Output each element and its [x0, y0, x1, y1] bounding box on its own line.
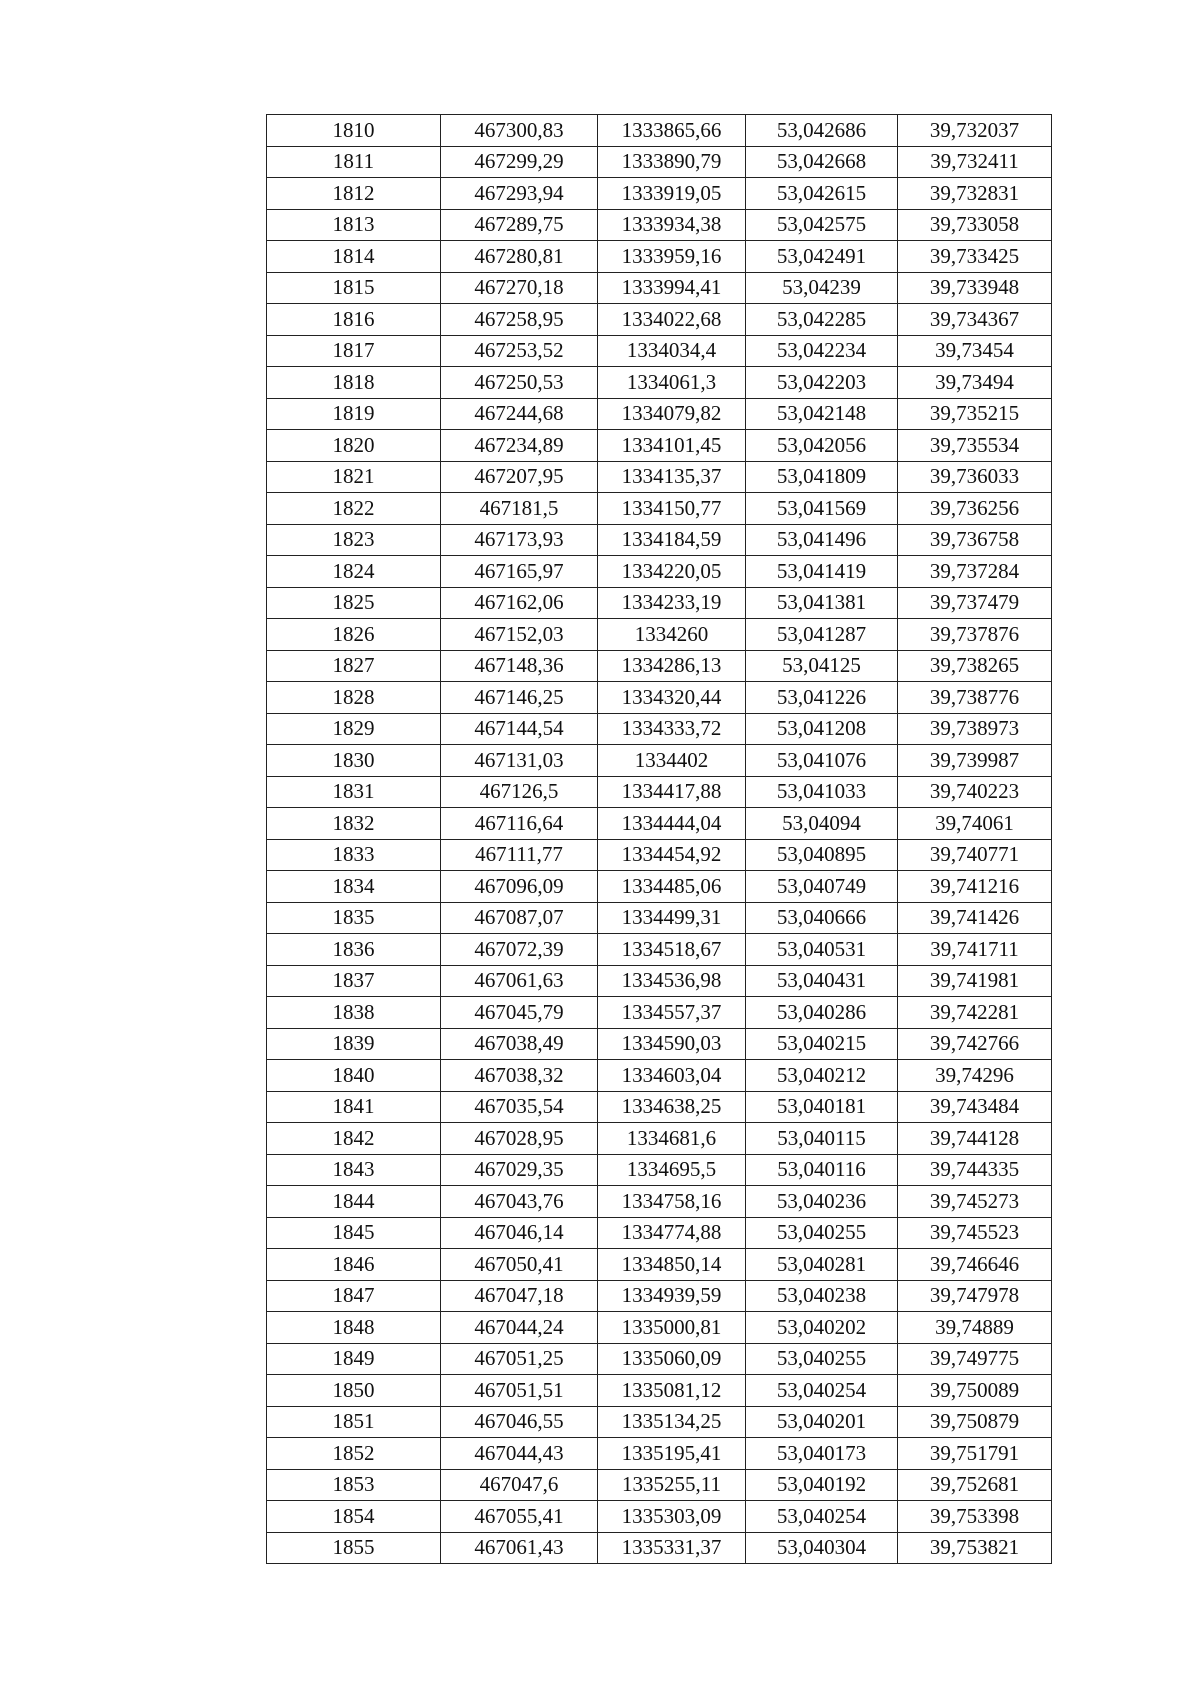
table-row	[267, 1217, 1052, 1249]
longitude-cell: 39,741981	[898, 965, 1052, 997]
latitude-cell: 53,042148	[746, 398, 898, 430]
table-row	[267, 934, 1052, 966]
longitude-cell: 39,737876	[898, 619, 1052, 651]
table-row	[267, 776, 1052, 808]
y-coordinate-cell: 1335000,81	[598, 1312, 746, 1344]
table-row	[267, 398, 1052, 430]
latitude-cell: 53,041076	[746, 745, 898, 777]
x-coordinate-cell: 467047,18	[441, 1280, 598, 1312]
point-number-cell: 1823	[267, 524, 441, 556]
table-row	[267, 1123, 1052, 1155]
point-number-cell: 1852	[267, 1438, 441, 1470]
y-coordinate-cell: 1334939,59	[598, 1280, 746, 1312]
latitude-cell: 53,042668	[746, 146, 898, 178]
table-row	[267, 1028, 1052, 1060]
y-coordinate-cell: 1334320,44	[598, 682, 746, 714]
point-number-cell: 1837	[267, 965, 441, 997]
x-coordinate-cell: 467289,75	[441, 209, 598, 241]
table-row	[267, 965, 1052, 997]
latitude-cell: 53,042575	[746, 209, 898, 241]
latitude-cell: 53,040181	[746, 1091, 898, 1123]
y-coordinate-cell: 1333994,41	[598, 272, 746, 304]
y-coordinate-cell: 1334034,4	[598, 335, 746, 367]
y-coordinate-cell: 1334536,98	[598, 965, 746, 997]
longitude-cell: 39,745523	[898, 1217, 1052, 1249]
latitude-cell: 53,042203	[746, 367, 898, 399]
latitude-cell: 53,040286	[746, 997, 898, 1029]
y-coordinate-cell: 1334518,67	[598, 934, 746, 966]
table-row	[267, 587, 1052, 619]
point-number-cell: 1839	[267, 1028, 441, 1060]
x-coordinate-cell: 467096,09	[441, 871, 598, 903]
y-coordinate-cell: 1334850,14	[598, 1249, 746, 1281]
latitude-cell: 53,041287	[746, 619, 898, 651]
table-row	[267, 1154, 1052, 1186]
x-coordinate-cell: 467250,53	[441, 367, 598, 399]
longitude-cell: 39,745273	[898, 1186, 1052, 1218]
longitude-cell: 39,738776	[898, 682, 1052, 714]
y-coordinate-cell: 1334101,45	[598, 430, 746, 462]
point-number-cell: 1825	[267, 587, 441, 619]
longitude-cell: 39,74889	[898, 1312, 1052, 1344]
y-coordinate-cell: 1334590,03	[598, 1028, 746, 1060]
table-row	[267, 1343, 1052, 1375]
x-coordinate-cell: 467116,64	[441, 808, 598, 840]
latitude-cell: 53,040749	[746, 871, 898, 903]
x-coordinate-cell: 467047,6	[441, 1469, 598, 1501]
y-coordinate-cell: 1334022,68	[598, 304, 746, 336]
point-number-cell: 1810	[267, 115, 441, 147]
longitude-cell: 39,736758	[898, 524, 1052, 556]
x-coordinate-cell: 467258,95	[441, 304, 598, 336]
x-coordinate-cell: 467061,43	[441, 1532, 598, 1564]
x-coordinate-cell: 467299,29	[441, 146, 598, 178]
y-coordinate-cell: 1334681,6	[598, 1123, 746, 1155]
y-coordinate-cell: 1334233,19	[598, 587, 746, 619]
point-number-cell: 1815	[267, 272, 441, 304]
table-row	[267, 1469, 1052, 1501]
x-coordinate-cell: 467044,43	[441, 1438, 598, 1470]
x-coordinate-cell: 467087,07	[441, 902, 598, 934]
latitude-cell: 53,040304	[746, 1532, 898, 1564]
point-number-cell: 1830	[267, 745, 441, 777]
y-coordinate-cell: 1333865,66	[598, 115, 746, 147]
x-coordinate-cell: 467051,51	[441, 1375, 598, 1407]
table-row	[267, 115, 1052, 147]
y-coordinate-cell: 1334695,5	[598, 1154, 746, 1186]
longitude-cell: 39,733058	[898, 209, 1052, 241]
longitude-cell: 39,732411	[898, 146, 1052, 178]
x-coordinate-cell: 467046,14	[441, 1217, 598, 1249]
latitude-cell: 53,040212	[746, 1060, 898, 1092]
table-row	[267, 241, 1052, 273]
longitude-cell: 39,750089	[898, 1375, 1052, 1407]
y-coordinate-cell: 1333934,38	[598, 209, 746, 241]
x-coordinate-cell: 467029,35	[441, 1154, 598, 1186]
longitude-cell: 39,73494	[898, 367, 1052, 399]
longitude-cell: 39,741216	[898, 871, 1052, 903]
longitude-cell: 39,73454	[898, 335, 1052, 367]
table-row	[267, 556, 1052, 588]
longitude-cell: 39,746646	[898, 1249, 1052, 1281]
latitude-cell: 53,04125	[746, 650, 898, 682]
point-number-cell: 1817	[267, 335, 441, 367]
y-coordinate-cell: 1333890,79	[598, 146, 746, 178]
point-number-cell: 1819	[267, 398, 441, 430]
table-row	[267, 745, 1052, 777]
table-row	[267, 178, 1052, 210]
point-number-cell: 1812	[267, 178, 441, 210]
table-row	[267, 146, 1052, 178]
y-coordinate-cell: 1334485,06	[598, 871, 746, 903]
point-number-cell: 1834	[267, 871, 441, 903]
latitude-cell: 53,041419	[746, 556, 898, 588]
x-coordinate-cell: 467270,18	[441, 272, 598, 304]
table-row	[267, 682, 1052, 714]
y-coordinate-cell: 1334557,37	[598, 997, 746, 1029]
coordinates-table-body	[267, 115, 1052, 1564]
x-coordinate-cell: 467144,54	[441, 713, 598, 745]
latitude-cell: 53,040192	[746, 1469, 898, 1501]
table-row	[267, 1312, 1052, 1344]
point-number-cell: 1821	[267, 461, 441, 493]
latitude-cell: 53,040115	[746, 1123, 898, 1155]
y-coordinate-cell: 1334603,04	[598, 1060, 746, 1092]
table-row	[267, 713, 1052, 745]
latitude-cell: 53,041033	[746, 776, 898, 808]
point-number-cell: 1811	[267, 146, 441, 178]
table-row	[267, 493, 1052, 525]
y-coordinate-cell: 1334260	[598, 619, 746, 651]
longitude-cell: 39,740771	[898, 839, 1052, 871]
latitude-cell: 53,041496	[746, 524, 898, 556]
point-number-cell: 1813	[267, 209, 441, 241]
longitude-cell: 39,753398	[898, 1501, 1052, 1533]
point-number-cell: 1838	[267, 997, 441, 1029]
latitude-cell: 53,040666	[746, 902, 898, 934]
longitude-cell: 39,743484	[898, 1091, 1052, 1123]
longitude-cell: 39,742766	[898, 1028, 1052, 1060]
longitude-cell: 39,738973	[898, 713, 1052, 745]
x-coordinate-cell: 467181,5	[441, 493, 598, 525]
latitude-cell: 53,040116	[746, 1154, 898, 1186]
x-coordinate-cell: 467038,49	[441, 1028, 598, 1060]
latitude-cell: 53,040531	[746, 934, 898, 966]
y-coordinate-cell: 1335331,37	[598, 1532, 746, 1564]
longitude-cell: 39,735534	[898, 430, 1052, 462]
longitude-cell: 39,741711	[898, 934, 1052, 966]
longitude-cell: 39,74296	[898, 1060, 1052, 1092]
table-row	[267, 808, 1052, 840]
y-coordinate-cell: 1335081,12	[598, 1375, 746, 1407]
latitude-cell: 53,041208	[746, 713, 898, 745]
x-coordinate-cell: 467300,83	[441, 115, 598, 147]
table-row	[267, 367, 1052, 399]
table-row	[267, 430, 1052, 462]
x-coordinate-cell: 467173,93	[441, 524, 598, 556]
latitude-cell: 53,041809	[746, 461, 898, 493]
longitude-cell: 39,739987	[898, 745, 1052, 777]
point-number-cell: 1828	[267, 682, 441, 714]
point-number-cell: 1824	[267, 556, 441, 588]
table-row	[267, 304, 1052, 336]
y-coordinate-cell: 1334061,3	[598, 367, 746, 399]
latitude-cell: 53,040215	[746, 1028, 898, 1060]
longitude-cell: 39,733948	[898, 272, 1052, 304]
table-row	[267, 1060, 1052, 1092]
point-number-cell: 1816	[267, 304, 441, 336]
latitude-cell: 53,042686	[746, 115, 898, 147]
table-row	[267, 209, 1052, 241]
longitude-cell: 39,736256	[898, 493, 1052, 525]
point-number-cell: 1853	[267, 1469, 441, 1501]
point-number-cell: 1847	[267, 1280, 441, 1312]
x-coordinate-cell: 467293,94	[441, 178, 598, 210]
latitude-cell: 53,042056	[746, 430, 898, 462]
latitude-cell: 53,041226	[746, 682, 898, 714]
point-number-cell: 1849	[267, 1343, 441, 1375]
longitude-cell: 39,749775	[898, 1343, 1052, 1375]
x-coordinate-cell: 467045,79	[441, 997, 598, 1029]
point-number-cell: 1851	[267, 1406, 441, 1438]
table-row	[267, 1501, 1052, 1533]
latitude-cell: 53,040202	[746, 1312, 898, 1344]
table-row	[267, 1280, 1052, 1312]
x-coordinate-cell: 467111,77	[441, 839, 598, 871]
longitude-cell: 39,74061	[898, 808, 1052, 840]
latitude-cell: 53,040255	[746, 1217, 898, 1249]
point-number-cell: 1835	[267, 902, 441, 934]
point-number-cell: 1841	[267, 1091, 441, 1123]
point-number-cell: 1832	[267, 808, 441, 840]
x-coordinate-cell: 467162,06	[441, 587, 598, 619]
latitude-cell: 53,040236	[746, 1186, 898, 1218]
y-coordinate-cell: 1334638,25	[598, 1091, 746, 1123]
coordinates-table	[266, 114, 1052, 1564]
longitude-cell: 39,732037	[898, 115, 1052, 147]
longitude-cell: 39,732831	[898, 178, 1052, 210]
x-coordinate-cell: 467152,03	[441, 619, 598, 651]
y-coordinate-cell: 1334150,77	[598, 493, 746, 525]
longitude-cell: 39,744335	[898, 1154, 1052, 1186]
longitude-cell: 39,736033	[898, 461, 1052, 493]
y-coordinate-cell: 1334402	[598, 745, 746, 777]
latitude-cell: 53,040254	[746, 1501, 898, 1533]
table-row	[267, 524, 1052, 556]
x-coordinate-cell: 467072,39	[441, 934, 598, 966]
longitude-cell: 39,738265	[898, 650, 1052, 682]
point-number-cell: 1836	[267, 934, 441, 966]
table-row	[267, 619, 1052, 651]
latitude-cell: 53,042615	[746, 178, 898, 210]
longitude-cell: 39,740223	[898, 776, 1052, 808]
x-coordinate-cell: 467051,25	[441, 1343, 598, 1375]
point-number-cell: 1845	[267, 1217, 441, 1249]
y-coordinate-cell: 1335255,11	[598, 1469, 746, 1501]
point-number-cell: 1854	[267, 1501, 441, 1533]
latitude-cell: 53,040431	[746, 965, 898, 997]
point-number-cell: 1827	[267, 650, 441, 682]
x-coordinate-cell: 467038,32	[441, 1060, 598, 1092]
latitude-cell: 53,042234	[746, 335, 898, 367]
table-row	[267, 1249, 1052, 1281]
latitude-cell: 53,042491	[746, 241, 898, 273]
y-coordinate-cell: 1335195,41	[598, 1438, 746, 1470]
x-coordinate-cell: 467044,24	[441, 1312, 598, 1344]
point-number-cell: 1844	[267, 1186, 441, 1218]
y-coordinate-cell: 1334333,72	[598, 713, 746, 745]
point-number-cell: 1840	[267, 1060, 441, 1092]
latitude-cell: 53,041569	[746, 493, 898, 525]
point-number-cell: 1826	[267, 619, 441, 651]
table-row	[267, 461, 1052, 493]
table-row	[267, 1438, 1052, 1470]
x-coordinate-cell: 467043,76	[441, 1186, 598, 1218]
x-coordinate-cell: 467131,03	[441, 745, 598, 777]
y-coordinate-cell: 1334499,31	[598, 902, 746, 934]
y-coordinate-cell: 1334774,88	[598, 1217, 746, 1249]
latitude-cell: 53,04239	[746, 272, 898, 304]
table-row	[267, 997, 1052, 1029]
x-coordinate-cell: 467035,54	[441, 1091, 598, 1123]
y-coordinate-cell: 1334417,88	[598, 776, 746, 808]
x-coordinate-cell: 467234,89	[441, 430, 598, 462]
x-coordinate-cell: 467061,63	[441, 965, 598, 997]
latitude-cell: 53,041381	[746, 587, 898, 619]
longitude-cell: 39,751791	[898, 1438, 1052, 1470]
y-coordinate-cell: 1335303,09	[598, 1501, 746, 1533]
latitude-cell: 53,040895	[746, 839, 898, 871]
table-row	[267, 1091, 1052, 1123]
y-coordinate-cell: 1335134,25	[598, 1406, 746, 1438]
y-coordinate-cell: 1334184,59	[598, 524, 746, 556]
longitude-cell: 39,733425	[898, 241, 1052, 273]
latitude-cell: 53,040254	[746, 1375, 898, 1407]
latitude-cell: 53,040201	[746, 1406, 898, 1438]
y-coordinate-cell: 1335060,09	[598, 1343, 746, 1375]
longitude-cell: 39,737284	[898, 556, 1052, 588]
point-number-cell: 1831	[267, 776, 441, 808]
y-coordinate-cell: 1334220,05	[598, 556, 746, 588]
longitude-cell: 39,734367	[898, 304, 1052, 336]
table-row	[267, 1532, 1052, 1564]
y-coordinate-cell: 1333959,16	[598, 241, 746, 273]
longitude-cell: 39,753821	[898, 1532, 1052, 1564]
y-coordinate-cell: 1334079,82	[598, 398, 746, 430]
x-coordinate-cell: 467050,41	[441, 1249, 598, 1281]
x-coordinate-cell: 467207,95	[441, 461, 598, 493]
latitude-cell: 53,040281	[746, 1249, 898, 1281]
table-row	[267, 902, 1052, 934]
y-coordinate-cell: 1333919,05	[598, 178, 746, 210]
x-coordinate-cell: 467055,41	[441, 1501, 598, 1533]
table-row	[267, 650, 1052, 682]
y-coordinate-cell: 1334454,92	[598, 839, 746, 871]
point-number-cell: 1814	[267, 241, 441, 273]
point-number-cell: 1855	[267, 1532, 441, 1564]
table-row	[267, 1375, 1052, 1407]
longitude-cell: 39,750879	[898, 1406, 1052, 1438]
x-coordinate-cell: 467244,68	[441, 398, 598, 430]
latitude-cell: 53,040255	[746, 1343, 898, 1375]
point-number-cell: 1842	[267, 1123, 441, 1155]
point-number-cell: 1833	[267, 839, 441, 871]
table-row	[267, 1406, 1052, 1438]
x-coordinate-cell: 467146,25	[441, 682, 598, 714]
y-coordinate-cell: 1334286,13	[598, 650, 746, 682]
longitude-cell: 39,752681	[898, 1469, 1052, 1501]
x-coordinate-cell: 467148,36	[441, 650, 598, 682]
table-row	[267, 839, 1052, 871]
point-number-cell: 1820	[267, 430, 441, 462]
y-coordinate-cell: 1334444,04	[598, 808, 746, 840]
point-number-cell: 1818	[267, 367, 441, 399]
x-coordinate-cell: 467046,55	[441, 1406, 598, 1438]
longitude-cell: 39,747978	[898, 1280, 1052, 1312]
x-coordinate-cell: 467253,52	[441, 335, 598, 367]
point-number-cell: 1829	[267, 713, 441, 745]
point-number-cell: 1822	[267, 493, 441, 525]
point-number-cell: 1843	[267, 1154, 441, 1186]
latitude-cell: 53,042285	[746, 304, 898, 336]
latitude-cell: 53,040173	[746, 1438, 898, 1470]
latitude-cell: 53,04094	[746, 808, 898, 840]
longitude-cell: 39,742281	[898, 997, 1052, 1029]
x-coordinate-cell: 467280,81	[441, 241, 598, 273]
latitude-cell: 53,040238	[746, 1280, 898, 1312]
point-number-cell: 1848	[267, 1312, 441, 1344]
table-row	[267, 335, 1052, 367]
longitude-cell: 39,737479	[898, 587, 1052, 619]
x-coordinate-cell: 467126,5	[441, 776, 598, 808]
y-coordinate-cell: 1334758,16	[598, 1186, 746, 1218]
x-coordinate-cell: 467028,95	[441, 1123, 598, 1155]
x-coordinate-cell: 467165,97	[441, 556, 598, 588]
point-number-cell: 1846	[267, 1249, 441, 1281]
longitude-cell: 39,744128	[898, 1123, 1052, 1155]
point-number-cell: 1850	[267, 1375, 441, 1407]
longitude-cell: 39,735215	[898, 398, 1052, 430]
table-row	[267, 272, 1052, 304]
longitude-cell: 39,741426	[898, 902, 1052, 934]
table-row	[267, 871, 1052, 903]
y-coordinate-cell: 1334135,37	[598, 461, 746, 493]
table-row	[267, 1186, 1052, 1218]
